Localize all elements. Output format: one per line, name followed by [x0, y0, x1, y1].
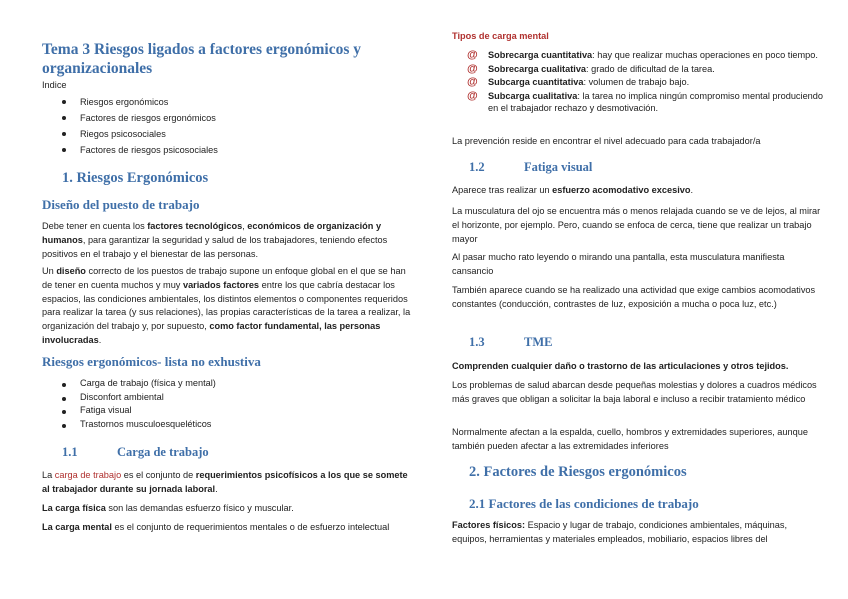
list-item: Trastornos musculoesqueléticos: [42, 418, 412, 432]
list-item: Factores de riesgos ergonómicos: [42, 110, 412, 126]
list-item: Factores de riesgos psicosociales: [42, 142, 412, 158]
tipos-list: [452, 49, 824, 116]
document-title: Tema 3 Riesgos ligados a factores ergonómicos y organizacionales: [42, 41, 362, 77]
list-item: Riesgos ergonómicos: [42, 94, 412, 110]
at-sign-icon: @: [467, 49, 478, 61]
list-item: @ Subcarga cualitativa: la tarea no implica ningún compromiso mental produciendo en el trabajador rechazo y desmotivación.: [467, 89, 824, 113]
list-item: @ Sobrecarga cuantitativa: hay que realizar muchas operaciones en poco tiempo.: [467, 49, 818, 61]
heading-lista: Riesgos ergonómicos- lista no exhustiva: [42, 354, 261, 369]
list-item: Carga de trabajo (física y mental): [42, 377, 412, 391]
list-item: Riegos psicosociales: [42, 126, 412, 142]
paragraph-tme-3: Normalmente afectan a la espalda, cuello, hombros y extremidades superiores, aunque también pueden afectar a las extremidades inferiores: [452, 427, 808, 451]
at-sign-icon: @: [467, 62, 478, 75]
paragraph-prevencion: La prevención reside en encontrar el nivel adecuado para cada trabajador/a: [452, 136, 761, 146]
heading-1-2: 1.2 Fatiga visual: [469, 160, 593, 174]
paragraph-fatiga-3: Al pasar mucho rato leyendo o mirando una pantalla, esta musculatura manifiesta cansancio: [452, 252, 785, 276]
index-list: [42, 94, 412, 158]
heading-1-3: 1.3 TME: [469, 335, 553, 349]
heading-tipos: Tipos de carga mental: [452, 31, 549, 41]
index-label: Indice: [42, 80, 67, 90]
at-sign-icon: @: [467, 89, 478, 102]
paragraph-diseno: Un diseño correcto de los puestos de trabajo supone un enfoque global en el que se han de tener en cuenta muchos y muy variados factores entre los que cabría destacar los espacios, las condiciones ambientales, los distintos elementos o componentes requeridos para realizar la tarea (y sus relaciones), las propias características de la tarea a realizar, la organización del trabajo y, por supuesto, como factor fundamental, las personas involucradas.: [42, 266, 411, 345]
paragraph-factores: Debe tener en cuenta los factores tecnológicos, económicos de organización y humanos, para garantizar la seguridad y salud de los trabajadores, teniendo efectos positivos en el trabajo y el bienestar de las personas.: [42, 221, 388, 259]
riesgos-list: [42, 377, 412, 431]
at-sign-icon: @: [467, 76, 478, 88]
paragraph-factores-fisicos: Factores físicos: Espacio y lugar de trabajo, condiciones ambientales, máquinas, equipos, herramientas y materiales empleados, mobiliario, espacios libres del: [452, 520, 788, 544]
paragraph-carga: La carga de trabajo es el conjunto de requerimientos psicofísicos a los que se somete al trabajador durante su jornada laboral.: [42, 470, 408, 494]
heading-1-1: 1.1 Carga de trabajo: [62, 445, 209, 459]
paragraph-tme-1: Comprenden cualquier daño o trastorno de las articulaciones y otros tejidos.: [452, 361, 789, 371]
list-item: @ Sobrecarga cualitativa: grado de dificultad de la tarea.: [467, 62, 715, 75]
paragraph-carga-fisica: La carga física son las demandas esfuerzo físico y muscular.: [42, 503, 294, 513]
section-heading-2: 2. Factores de Riesgos ergonómicos: [469, 464, 687, 480]
paragraph-fatiga-1: Aparece tras realizar un esfuerzo acomodativo excesivo.: [452, 185, 694, 195]
heading-diseno: Diseño del puesto de trabajo: [42, 197, 200, 212]
heading-2-1: 2.1 Factores de las condiciones de trabajo: [469, 496, 699, 511]
list-item: Fatiga visual: [42, 404, 412, 418]
paragraph-carga-mental: La carga mental es el conjunto de requerimientos mentales o de esfuerzo intelectual: [42, 522, 390, 532]
paragraph-fatiga-2: La musculatura del ojo se encuentra más o menos relajada cuando se ve de lejos, al mirar el horizonte, por ejemplo. Pero, cuando se enfoca de cerca, tiene que realizar un trabajo mayor: [452, 206, 821, 244]
paragraph-tme-2: Los problemas de salud abarcan desde pequeñas molestias y dolores a cuadros médicos más graves que obligan a solicitar la baja laboral e incluso a recibir tratamiento médico: [452, 380, 817, 404]
list-item: Disconfort ambiental: [42, 391, 412, 405]
paragraph-fatiga-4: También aparece cuando se ha realizado una actividad que exige cambios acomodativos constantes (conducción, contrastes de luz, exposición a mucha o poca luz, etc.): [452, 285, 816, 309]
list-item: @ Subcarga cuantitativa: volumen de trabajo bajo.: [467, 76, 690, 88]
section-heading-1: 1. Riesgos Ergonómicos: [62, 170, 209, 186]
